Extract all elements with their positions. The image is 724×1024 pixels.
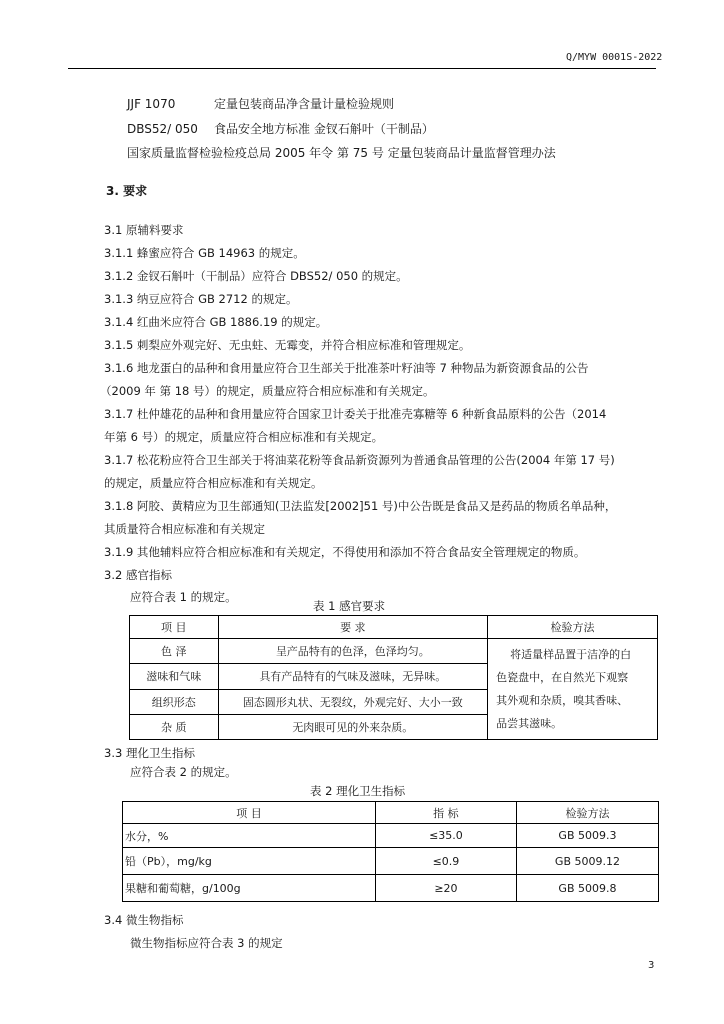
table2 xyxy=(122,801,659,902)
table2-method: GB 5009.12 xyxy=(516,848,658,875)
text-line: 3.1.6 地龙蛋白的品种和食用量应符合卫生部关于批准茶叶籽油等 7 种物品为新资源食品的公告 xyxy=(104,361,589,375)
table1 xyxy=(129,615,658,740)
text-line: 应符合表 2 的规定。 xyxy=(130,765,237,779)
table2-method: GB 5009.8 xyxy=(516,875,658,902)
ref-title: 食品安全地方标准 金钗石斛叶（干制品） xyxy=(214,122,434,136)
method-line: 品尝其滋味。 xyxy=(496,717,563,730)
text-line: 其质量符合相应标准和有关规定 xyxy=(104,522,265,536)
table1-item: 杂 质 xyxy=(130,714,219,739)
table2-value: ≤0.9 xyxy=(375,848,516,875)
text-line: 3.1 原辅料要求 xyxy=(104,223,184,237)
table1-req: 无肉眼可见的外来杂质。 xyxy=(218,714,488,739)
table2-header: 指 标 xyxy=(375,802,516,824)
text-line: 的规定，质量应符合相应标准和有关规定。 xyxy=(104,476,323,490)
table1-header: 要 求 xyxy=(218,616,488,639)
table1-req: 呈产品特有的色泽，色泽均匀。 xyxy=(218,639,488,664)
doc-code: Q/MYW 0001S-2022 xyxy=(566,52,663,63)
table2-header: 检验方法 xyxy=(516,802,658,824)
ref-title: 定量包装商品净含量计量检验规则 xyxy=(214,97,395,111)
text-line: 3.2 感官指标 xyxy=(104,568,172,582)
table2-value: ≤35.0 xyxy=(375,824,516,848)
ref-title: 国家质量监督检验检疫总局 2005 年令 第 75 号 定量包装商品计量监督管理办法 xyxy=(127,146,556,160)
text-line: 3.1.4 红曲米应符合 GB 1886.19 的规定。 xyxy=(104,315,328,329)
table2-item: 水分，% xyxy=(123,824,376,848)
table1-method xyxy=(488,639,658,740)
text-line: 应符合表 1 的规定。 xyxy=(130,590,237,604)
text-line: （2009 年 第 18 号）的规定，质量应符合相应标准和有关规定。 xyxy=(100,384,435,398)
text-line: 3.1.8 阿胶、黄精应为卫生部通知(卫法监发[2002]51 号)中公告既是食品又是药品的物质名单品种， xyxy=(104,499,617,513)
method-line: 色瓷盘中，在自然光下观察 xyxy=(496,671,629,684)
table1-item: 滋味和气味 xyxy=(130,664,219,689)
header-rule xyxy=(68,68,656,69)
text-line: 3.1.9 其他辅料应符合相应标准和有关规定，不得使用和添加不符合食品安全管理规定的物质。 xyxy=(104,545,586,559)
text-line: 3.1.3 纳豆应符合 GB 2712 的规定。 xyxy=(104,292,298,306)
page-number: 3 xyxy=(648,960,655,971)
table2-item: 铅（Pb），mg/kg xyxy=(123,848,376,875)
ref-code: JJF 1070 xyxy=(127,97,176,111)
text-line: 年第 6 号）的规定，质量应符合相应标准和有关规定。 xyxy=(104,430,384,444)
table1-caption: 表 1 感官要求 xyxy=(313,599,386,613)
table1-header: 检验方法 xyxy=(488,616,658,639)
text-line: 微生物指标应符合表 3 的规定 xyxy=(130,936,283,950)
text-line: 3.1.7 松花粉应符合卫生部关于将油菜花粉等食品新资源列为普通食品管理的公告(2004 年第 17 号) xyxy=(104,453,615,467)
text-line: 3.1.7 杜仲雄花的品种和食用量应符合国家卫计委关于批准壳寡糖等 6 种新食品原料的公告（2014 xyxy=(104,407,607,421)
method-line: 其外观和杂质，嗅其香味、 xyxy=(496,694,629,707)
table2-method: GB 5009.3 xyxy=(516,824,658,848)
table2-caption: 表 2 理化卫生指标 xyxy=(310,784,406,798)
table1-item: 组织形态 xyxy=(130,689,219,714)
table1-req: 具有产品特有的气味及滋味，无异味。 xyxy=(218,664,488,689)
method-line: 将适量样品置于洁净的白 xyxy=(510,648,632,661)
section-heading: 3.4 微生物指标 xyxy=(104,913,184,927)
section-heading: 3. 要求 xyxy=(106,184,148,198)
table2-header: 项 目 xyxy=(123,802,376,824)
text-line: 3.1.5 刺梨应外观完好、无虫蛀、无霉变，并符合相应标准和管理规定。 xyxy=(104,338,471,352)
table2-item: 果糖和葡萄糖，g/100g xyxy=(123,875,376,902)
text-line: 3.1.2 金钗石斛叶（干制品）应符合 DBS52/ 050 的规定。 xyxy=(104,269,408,283)
text-line: 3.1.1 蜂蜜应符合 GB 14963 的规定。 xyxy=(104,246,305,260)
table1-req: 固态圆形丸状、无裂纹，外观完好、大小一致 xyxy=(218,689,488,714)
table1-item: 色 泽 xyxy=(130,639,219,664)
table2-value: ≥20 xyxy=(375,875,516,902)
ref-code: DBS52/ 050 xyxy=(127,122,198,136)
section-heading: 3.3 理化卫生指标 xyxy=(104,746,195,760)
table1-header: 项 目 xyxy=(130,616,219,639)
